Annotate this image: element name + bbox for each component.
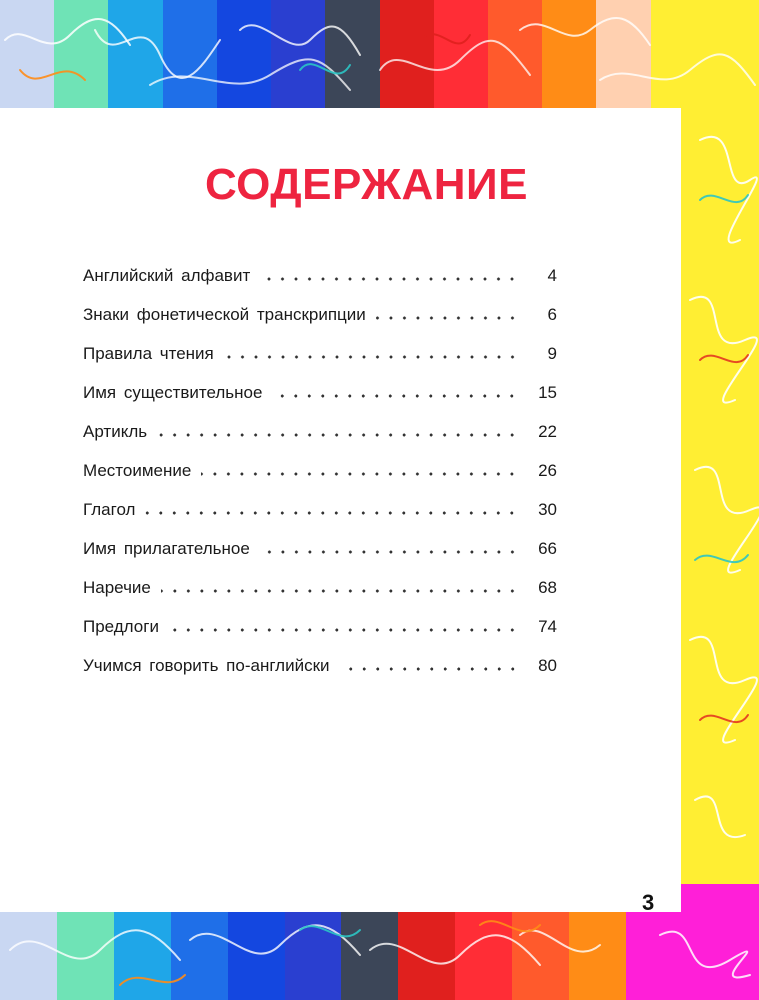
- dot-leader: [201, 472, 519, 476]
- toc-entry[interactable]: [83, 520, 557, 559]
- top-stripe: [325, 0, 379, 108]
- toc-entry-page: 15: [538, 383, 557, 402]
- dot-leader: [260, 550, 519, 554]
- toc-entry-label: Артикль: [83, 422, 148, 441]
- toc-entry[interactable]: [83, 559, 557, 598]
- dot-leader: [340, 667, 520, 671]
- dot-leader: [161, 589, 519, 593]
- toc-entry-page: 26: [538, 461, 557, 480]
- top-stripe: [380, 0, 434, 108]
- toc-entry[interactable]: [83, 598, 557, 637]
- dot-leader: [145, 511, 519, 515]
- bottom-stripe: [285, 912, 342, 1000]
- bottom-stripe: [114, 912, 171, 1000]
- toc-entry[interactable]: [83, 403, 557, 442]
- dot-leader: [169, 628, 519, 632]
- toc-entry-label: Глагол: [83, 500, 136, 519]
- top-stripe: [163, 0, 217, 108]
- toc-entry[interactable]: [83, 442, 557, 481]
- dot-leader: [376, 316, 519, 320]
- top-stripe: [271, 0, 325, 108]
- toc-entry-page: 66: [538, 539, 557, 558]
- top-stripe: [0, 0, 54, 108]
- toc-entry-page: 30: [538, 500, 557, 519]
- toc-entry-label: Имя существительное: [83, 383, 263, 402]
- bottom-stripe: [171, 912, 228, 1000]
- top-stripe: [217, 0, 271, 108]
- right-color-band: [681, 0, 759, 884]
- toc-entry[interactable]: [83, 364, 557, 403]
- bottom-stripe: [0, 912, 57, 1000]
- toc-entry-label: Английский алфавит: [83, 266, 251, 285]
- bottom-stripe: [341, 912, 398, 1000]
- top-stripe: [434, 0, 488, 108]
- toc-entry-page: 22: [538, 422, 557, 441]
- dot-leader: [224, 355, 519, 359]
- toc-entry-label: Имя прилагательное: [83, 539, 250, 558]
- toc-entry-label: Правила чтения: [83, 344, 214, 363]
- toc-entry-label: Наречие: [83, 578, 151, 597]
- toc-entry[interactable]: [83, 325, 557, 364]
- toc-entry-page: 9: [547, 344, 557, 363]
- top-stripe: [542, 0, 596, 108]
- toc-entry[interactable]: [83, 481, 557, 520]
- toc-entry-label: Предлоги: [83, 617, 159, 636]
- page-title: СОДЕРЖАНИЕ: [204, 160, 529, 209]
- top-color-stripes: [0, 0, 759, 108]
- top-stripe: [488, 0, 542, 108]
- toc-entry-label: Местоимение: [83, 461, 192, 480]
- toc-entry-label: Учимся говорить по-английски: [83, 656, 330, 675]
- bottom-stripe: [569, 912, 626, 1000]
- toc-entry[interactable]: [83, 637, 557, 676]
- toc-entry-page: 80: [538, 656, 557, 675]
- toc-entry-page: 4: [547, 266, 557, 285]
- toc-entry-page: 68: [538, 578, 557, 597]
- top-stripe: [596, 0, 650, 108]
- toc-entry-page: 6: [547, 305, 557, 324]
- bottom-stripe: [455, 912, 512, 1000]
- top-stripe: [108, 0, 162, 108]
- top-stripe: [54, 0, 108, 108]
- table-of-contents: [83, 247, 557, 676]
- bottom-stripe: [512, 912, 569, 1000]
- bottom-stripe: [57, 912, 114, 1000]
- toc-entry[interactable]: [83, 247, 557, 286]
- page-number: 3: [642, 890, 655, 915]
- toc-entry-page: 74: [538, 617, 557, 636]
- dot-leader: [260, 277, 519, 281]
- bottom-color-stripes: [0, 912, 626, 1000]
- bottom-stripe: [398, 912, 455, 1000]
- toc-entry-label: Знаки фонетической транскрипции: [83, 305, 366, 324]
- dot-leader: [157, 433, 519, 437]
- bottom-stripe: [228, 912, 285, 1000]
- dot-leader: [272, 394, 519, 398]
- toc-entry[interactable]: [83, 286, 557, 325]
